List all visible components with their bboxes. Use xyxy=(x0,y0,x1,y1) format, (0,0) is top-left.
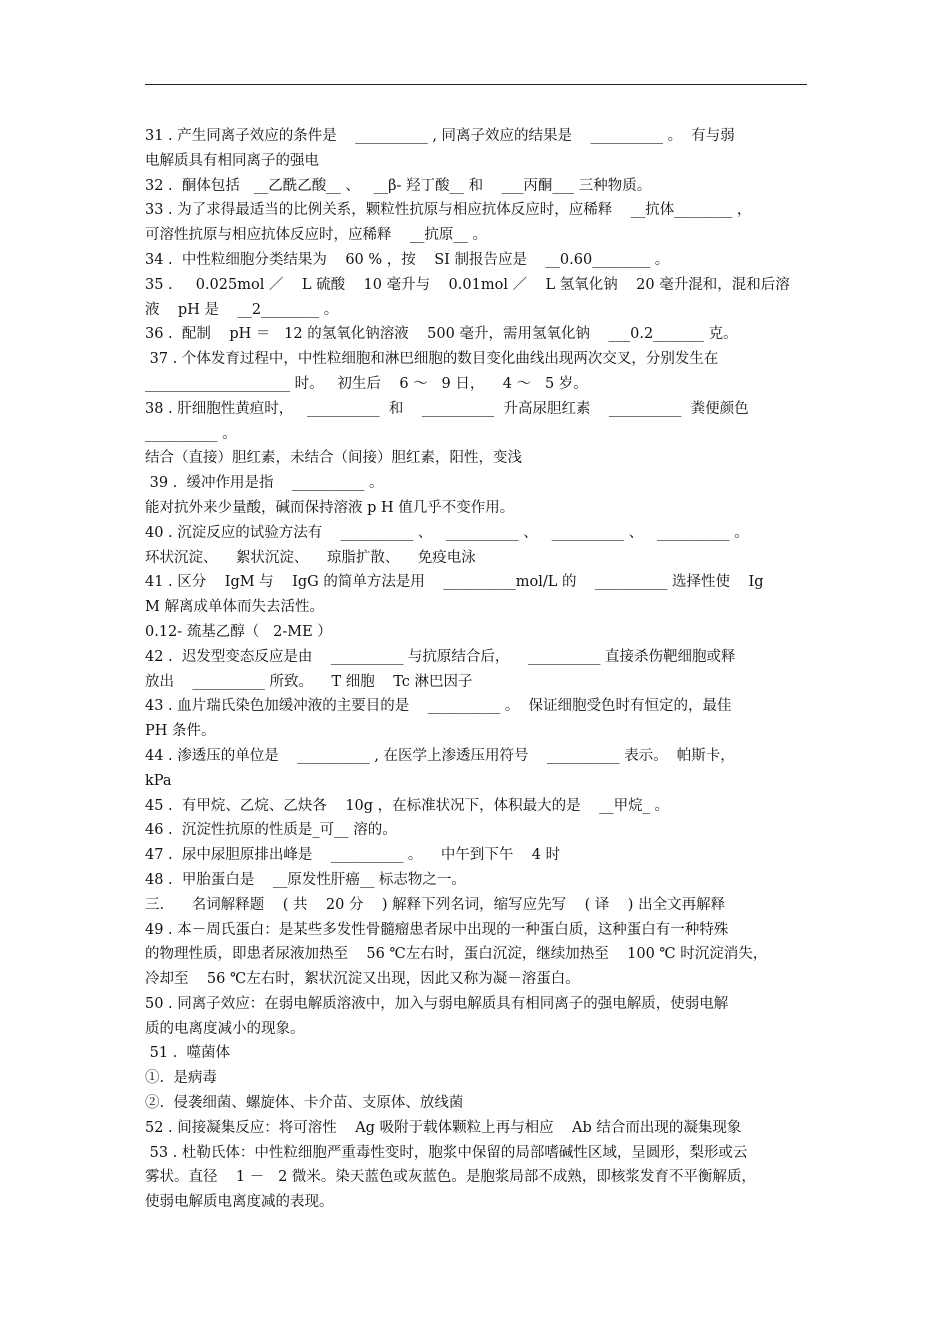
text-line: ②. 侵袭细菌、螺旋体、卡介苗、支原体、放线菌 xyxy=(145,1095,464,1112)
text-line: 47 . 尿中尿胆原排出峰是 __________ 。 中午到下午 4 时 xyxy=(145,847,561,864)
header-rule xyxy=(145,84,807,85)
text-line: 质的电离度减小的现象。 xyxy=(145,1020,305,1037)
text-line: 43 . 血片瑞氏染色加缓冲液的主要目的是 __________ 。 保证细胞受色时有恒定的，最佳 xyxy=(145,698,732,715)
text-line: 可溶性抗原与相应抗体反应时，应稀释 __抗原__ 。 xyxy=(145,227,488,244)
text-line: 41 . 区分 IgM 与 IgG 的简单方法是用 __________mol/L 的 __________ 选择性使 Ig xyxy=(145,574,764,591)
text-line: ①. 是病毒 xyxy=(145,1070,217,1087)
text-line: 49 . 本－周氏蛋白：是某些多发性骨髓瘤患者尿中出现的一种蛋白质，这种蛋白有一种特殊 xyxy=(145,921,729,938)
text-line: 34 . 中性粒细胞分类结果为 60 % ，按 SI 制报告应是 __0.60________ 。 xyxy=(145,251,670,268)
text-line: 46 . 沉淀性抗原的性质是_可__ 溶的。 xyxy=(145,822,397,839)
document-body xyxy=(145,124,813,1215)
text-line: 53 . 杜勒氏体：中性粒细胞严重毒性变时，胞浆中保留的局部嗜碱性区域，呈圆形，梨形或云 xyxy=(145,1144,748,1161)
text-line: 52 . 间接凝集反应：将可溶性 Ag 吸附于载体颗粒上再与相应 Ab 结合而出现的凝集现象 xyxy=(145,1119,742,1136)
text-line: 36 . 配制 pH ＝ 12 的氢氧化钠溶液 500 毫升，需用氢氧化钠 ___0.2_______ 克。 xyxy=(145,326,738,343)
text-line: 32 . 酮体包括 __乙酰乙酸__ 、 __β- 羟丁酸__ 和 ___丙酮___ 三种物质。 xyxy=(145,177,652,194)
text-line: 42 . 迟发型变态反应是由 __________ 与抗原结合后， __________ 直接杀伤靶细胞或释 xyxy=(145,648,736,665)
text-line: PH 条件。 xyxy=(145,723,216,740)
text-line: 三. 名词解释题 ( 共 20 分 ) 解释下列名词，缩写应先写 ( 译 ) 出全文再解释 xyxy=(145,896,726,913)
text-line: 44 . 渗透压的单位是 __________ , 在医学上渗透压用符号 __________ 表示。 帕斯卡， xyxy=(145,747,735,764)
text-line: 37 . 个体发育过程中，中性粒细胞和淋巴细胞的数目变化曲线出现两次交叉，分别发生在 xyxy=(145,351,719,368)
text-line: 0.12- 巯基乙醇（ 2-ME ） xyxy=(145,623,332,640)
text-line: 的物理性质，即患者尿液加热至 56 ℃左右时，蛋白沉淀，继续加热至 100 ℃ 时沉淀消失， xyxy=(145,946,768,963)
text-line: 雾状。直径 1 － 2 微米。染天蓝色或灰蓝色。是胞浆局部不成熟，即核浆发育不平衡解质， xyxy=(145,1169,756,1186)
text-line: 液 pH 是 __2________ 。 xyxy=(145,301,339,318)
text-line: 放出 __________ 所致。 T 细胞 Tc 淋巴因子 xyxy=(145,673,473,690)
text-line: 51 . 噬菌体 xyxy=(145,1045,230,1062)
text-line: 50 . 同离子效应：在弱电解质溶液中，加入与弱电解质具有相同离子的强电解质，使弱电解 xyxy=(145,995,729,1012)
text-line: 45 . 有甲烷、乙烷、乙炔各 10g ，在标准状况下，体积最大的是 __甲烷_ 。 xyxy=(145,797,669,814)
text-line: 结合（直接）胆红素，未结合（间接）胆红素，阳性，变浅 xyxy=(145,450,522,467)
text-line: 39 . 缓冲作用是指 __________ 。 xyxy=(145,475,384,492)
text-line: kPa xyxy=(145,772,172,789)
text-line: M 解离成单体而失去活性。 xyxy=(145,599,324,616)
text-line: 35 . 0.025mol ／ L 硫酸 10 毫升与 0.01mol ／ L 氢氧化钠 20 毫升混和，混和后溶 xyxy=(145,276,790,293)
text-line: 33 . 为了求得最适当的比例关系，颗粒性抗原与相应抗体反应时，应稀释 __抗体________ ， xyxy=(145,202,752,219)
text-line: 环状沉淀、 絮状沉淀、 琼脂扩散、 免疫电泳 xyxy=(145,549,476,566)
text-line: 电解质具有相同离子的强电 xyxy=(145,152,319,169)
text-line: ____________________ 时。 初生后 6 ～ 9 日， 4 ～ 5 岁。 xyxy=(145,375,588,392)
text-line: 48 . 甲胎蛋白是 __原发性肝癌__ 标志物之一。 xyxy=(145,871,466,888)
text-line: 40 . 沉淀反应的试验方法有 __________ 、 __________ 、 __________ 、 __________ 。 xyxy=(145,524,749,541)
text-line: __________ 。 xyxy=(145,425,237,442)
text-line: 38 . 肝细胞性黄疸时， __________ 和 __________ 升高尿胆红素 __________ 粪便颜色 xyxy=(145,400,749,417)
text-line: 冷却至 56 ℃左右时，絮状沉淀又出现，因此又称为凝－溶蛋白。 xyxy=(145,971,580,988)
text-line: 31 . 产生同离子效应的条件是 __________ , 同离子效应的结果是 __________ 。 有与弱 xyxy=(145,128,735,144)
text-line: 使弱电解质电离度减的表现。 xyxy=(145,1194,334,1211)
text-line: 能对抗外来少量酸，碱而保持溶液 p H 值几乎不变作用。 xyxy=(145,499,515,516)
